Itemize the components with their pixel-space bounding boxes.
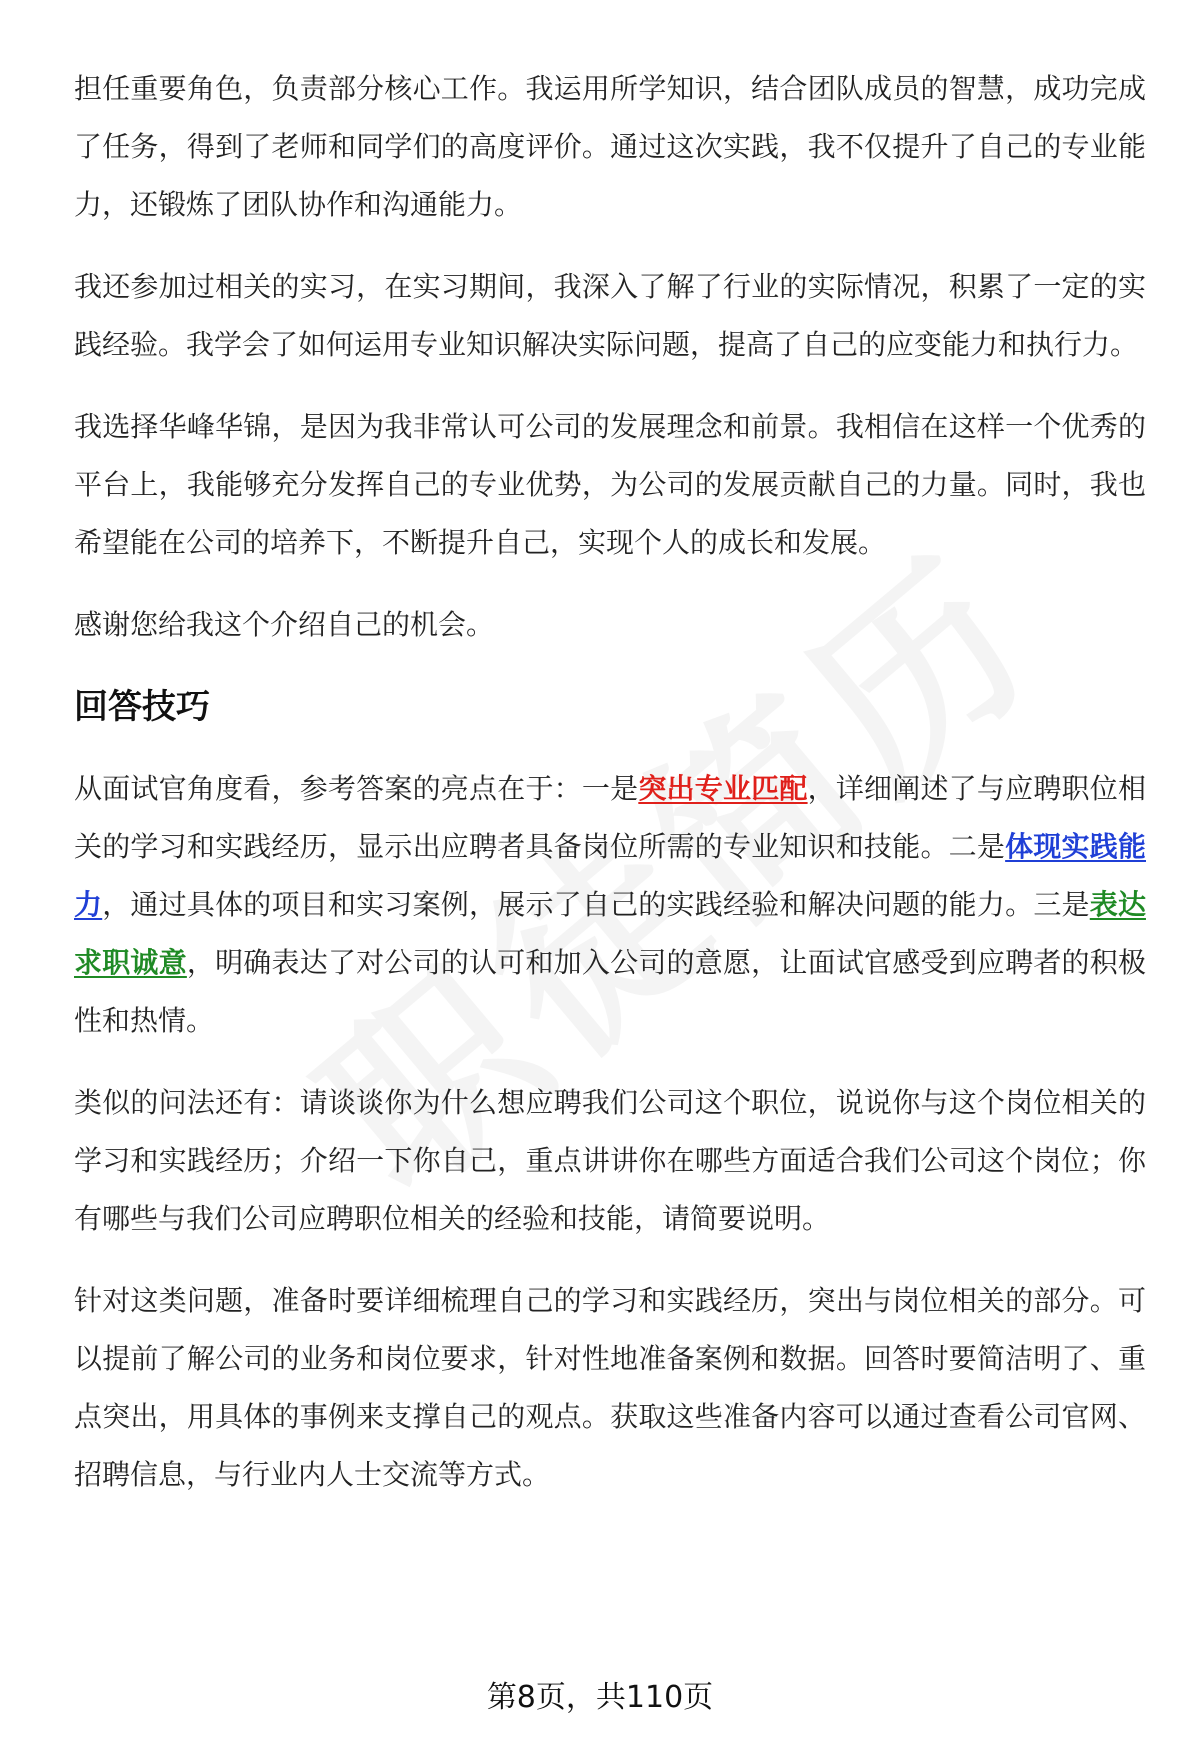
highlight-job-sincerity: 表达求职诚意 bbox=[74, 888, 1146, 979]
paragraph-company-choice: 我选择华峰华锦，是因为我非常认可公司的发展理念和前景。我相信在这样一个优秀的平台上，我能够充分发挥自己的专业优势，为公司的发展贡献自己的力量。同时，我也希望能在公司的培养下，不断提升自己，实现个人的成长和发展。 bbox=[74, 410, 1146, 559]
tips-text-2: ，详细阐述了与应聘职位相关的学习和实践经历，显示出应聘者具备岗位所需的专业知识和技能。二是 bbox=[74, 772, 1146, 863]
tips-text-3: ，通过具体的项目和实习案例，展示了自己的实践经验和解决问题的能力。三是 bbox=[102, 888, 1090, 921]
paragraph-preparation-advice: 针对这类问题，准备时要详细梳理自己的学习和实践经历，突出与岗位相关的部分。可以提前了解公司的业务和岗位要求，针对性地准备案例和数据。回答时要简洁明了、重点突出，用具体的事例来支撑自己的观点。获取这些准备内容可以通过查看公司官网、招聘信息，与行业内人士交流等方式。 bbox=[74, 1284, 1146, 1491]
page-number-footer: 第8页，共110页 bbox=[486, 1680, 714, 1715]
highlight-professional-match: 突出专业匹配 bbox=[638, 772, 808, 805]
paragraph-tips bbox=[74, 760, 1146, 1050]
section-heading: 回答技巧 bbox=[74, 687, 210, 727]
paragraph-internship: 我还参加过相关的实习，在实习期间，我深入了解了行业的实际情况，积累了一定的实践经验。我学会了如何运用专业知识解决实际问题，提高了自己的应变能力和执行力。 bbox=[74, 270, 1146, 361]
highlight-practical-ability: 体现实践能力 bbox=[74, 830, 1146, 921]
paragraph-project-experience: 担任重要角色，负责部分核心工作。我运用所学知识，结合团队成员的智慧，成功完成了任务，得到了老师和同学们的高度评价。通过这次实践，我不仅提升了自己的专业能力，还锻炼了团队协作和沟通能力。 bbox=[74, 72, 1146, 221]
document-page bbox=[74, 60, 1146, 1528]
paragraph-thanks: 感谢您给我这个介绍自己的机会。 bbox=[74, 608, 495, 641]
tips-text-4: ，明确表达了对公司的认可和加入公司的意愿，让面试官感受到应聘者的积极性和热情。 bbox=[74, 946, 1146, 1037]
tips-text-1: 从面试官角度看，参考答案的亮点在于：一是 bbox=[74, 772, 639, 805]
paragraph-similar-questions: 类似的问法还有：请谈谈你为什么想应聘我们公司这个职位，说说你与这个岗位相关的学习和实践经历；介绍一下你自己，重点讲讲你在哪些方面适合我们公司这个岗位；你有哪些与我们公司应聘职位相关的经验和技能，请简要说明。 bbox=[74, 1086, 1146, 1235]
